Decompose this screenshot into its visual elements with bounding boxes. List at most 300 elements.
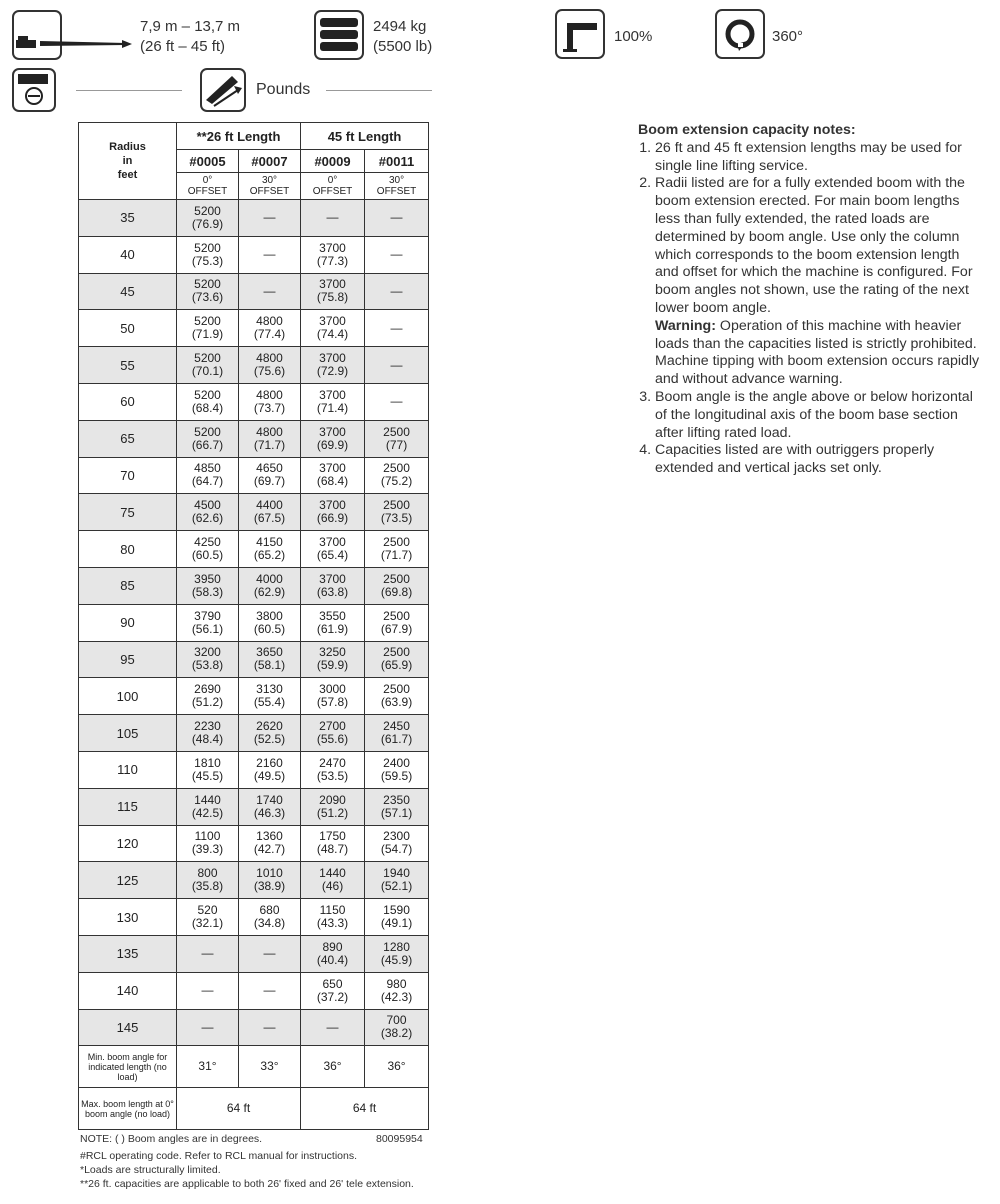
radius-cell: 135 <box>79 935 177 972</box>
capacity-cell <box>365 531 429 568</box>
capacity-angle: (72.9) <box>316 364 349 379</box>
capacity-angle: (57.1) <box>380 805 413 820</box>
capacity-load: 2500 <box>383 608 410 623</box>
capacity-angle: (63.8) <box>316 584 349 599</box>
capacity-cell <box>177 788 239 825</box>
rcl-code-header: #0011 <box>365 150 429 173</box>
capacity-cell <box>365 567 429 604</box>
capacity-cell <box>177 862 239 899</box>
capacity-cell <box>365 899 429 936</box>
capacity-cell <box>301 1009 365 1046</box>
capacity-load: 3000 <box>319 682 346 697</box>
capacity-angle: (48.4) <box>191 732 224 747</box>
radius-cell: 140 <box>79 972 177 1009</box>
capacity-load: 4850 <box>194 461 221 476</box>
capacity-load: 4250 <box>194 535 221 550</box>
capacity-cell <box>301 751 365 788</box>
capacity-load: 5200 <box>194 387 221 402</box>
capacity-cell <box>177 273 239 310</box>
radius-cell: 145 <box>79 1009 177 1046</box>
capacity-load: 1440 <box>194 792 221 807</box>
capacity-load: — <box>390 210 403 225</box>
radius-cell: 65 <box>79 420 177 457</box>
footnote-note: NOTE: ( ) Boom angles are in degrees. <box>80 1133 263 1145</box>
capacity-cell <box>365 788 429 825</box>
radius-cell: 60 <box>79 383 177 420</box>
capacity-cell <box>239 604 301 641</box>
note-item: 1. 26 ft and 45 ft extension lengths may be used for single line lifting service. <box>655 140 983 176</box>
radius-cell: 80 <box>79 531 177 568</box>
capacity-cell <box>239 383 301 420</box>
boom-extension-arm-icon <box>40 36 132 50</box>
capacity-load: 800 <box>197 866 218 881</box>
radius-cell: 100 <box>79 678 177 715</box>
rcl-code-header: #0005 <box>177 150 239 173</box>
capacity-angle: (66.9) <box>316 511 349 526</box>
offset-header: 0° OFFSET <box>177 173 239 200</box>
capacity-angle: (45.9) <box>380 952 413 967</box>
capacity-load: 3700 <box>319 424 346 439</box>
capacity-angle: (77.3) <box>316 253 349 268</box>
capacity-cell <box>239 1009 301 1046</box>
capacity-load: 3200 <box>194 645 221 660</box>
capacity-cell <box>365 715 429 752</box>
capacity-load: 1150 <box>319 903 346 918</box>
capacity-angle: (40.4) <box>316 952 349 967</box>
capacity-cell <box>239 347 301 384</box>
note-text: Radii listed are for a fully extended boom with the boom extension erected. For main boom lengths less than fully extended, the rated loads are determined by boom angle. Use only the column which corresponds to the boom extension length and offset for which the machine is configured. For boom angles not shown, use the rating of the next lower boom angle. <box>655 175 973 316</box>
table-row <box>79 678 429 715</box>
radius-cell: 35 <box>79 200 177 237</box>
table-row <box>79 751 429 788</box>
table-row <box>79 494 429 531</box>
capacity-cell <box>365 1009 429 1046</box>
capacity-cell <box>365 862 429 899</box>
capacity-cell <box>239 457 301 494</box>
footnote-loads: *Loads are structurally limited. <box>80 1164 221 1176</box>
capacity-load: 2500 <box>383 424 410 439</box>
capacity-angle: (71.4) <box>316 400 349 415</box>
capacity-cell <box>301 972 365 1009</box>
capacity-cell <box>365 604 429 641</box>
capacity-cell <box>239 420 301 457</box>
capacity-cell <box>301 200 365 237</box>
capacity-load: 2470 <box>319 755 346 770</box>
capacity-cell <box>177 494 239 531</box>
table-row <box>79 715 429 752</box>
capacity-angle: (42.7) <box>253 842 286 857</box>
capacity-cell <box>239 862 301 899</box>
table-row <box>79 862 429 899</box>
capacity-load: 2500 <box>383 535 410 550</box>
capacity-angle: (38.9) <box>253 879 286 894</box>
offset-header: 30° OFFSET <box>365 173 429 200</box>
max-length-cell: 64 ft <box>301 1088 429 1130</box>
capacity-angle: (70.1) <box>191 364 224 379</box>
table-row <box>79 200 429 237</box>
capacity-load: 4400 <box>256 498 283 513</box>
capacity-angle: (65.4) <box>316 548 349 563</box>
capacity-cell <box>177 678 239 715</box>
capacity-cell <box>301 899 365 936</box>
radius-cell: 120 <box>79 825 177 862</box>
table-row <box>79 310 429 347</box>
capacity-load: 1010 <box>256 866 283 881</box>
capacity-load: 2450 <box>383 719 410 734</box>
capacity-load: 2500 <box>383 682 410 697</box>
radius-cell: 115 <box>79 788 177 825</box>
radius-cell: 55 <box>79 347 177 384</box>
capacity-cell <box>365 972 429 1009</box>
notes-list <box>638 140 983 478</box>
boom-length-feet: (26 ft – 45 ft) <box>140 38 226 55</box>
capacity-angle: (75.2) <box>380 474 413 489</box>
capacity-angle: (59.9) <box>316 658 349 673</box>
radius-cell: 85 <box>79 567 177 604</box>
capacity-angle: (32.1) <box>191 916 224 931</box>
capacity-cell <box>301 935 365 972</box>
counterweight-icon <box>314 10 364 60</box>
capacity-angle: (55.4) <box>253 695 286 710</box>
capacity-load: 520 <box>197 903 218 918</box>
capacity-angle: (60.5) <box>191 548 224 563</box>
capacity-load: — <box>390 247 403 262</box>
capacity-load: — <box>201 983 214 998</box>
capacity-cell <box>239 972 301 1009</box>
table-row <box>79 531 429 568</box>
capacity-load: 5200 <box>194 240 221 255</box>
capacity-angle: (45.5) <box>191 768 224 783</box>
capacity-angle: (48.7) <box>316 842 349 857</box>
capacity-load: 5200 <box>194 314 221 329</box>
capacity-load: — <box>263 1019 276 1034</box>
min-angle-cell: 36° <box>301 1046 365 1088</box>
capacity-angle: (67.5) <box>253 511 286 526</box>
capacity-cell <box>301 494 365 531</box>
capacity-load: 2620 <box>256 719 283 734</box>
table-row <box>79 825 429 862</box>
capacity-cell <box>365 310 429 347</box>
capacity-load: 1360 <box>256 829 283 844</box>
radius-cell: 105 <box>79 715 177 752</box>
table-row <box>79 347 429 384</box>
capacity-load: 650 <box>322 976 343 991</box>
capacity-cell <box>239 715 301 752</box>
capacity-cell <box>365 825 429 862</box>
capacity-angle: (42.3) <box>380 989 413 1004</box>
capacity-load: 1590 <box>383 903 410 918</box>
capacity-notes <box>638 122 983 478</box>
capacity-load: 3700 <box>319 498 346 513</box>
capacity-cell <box>239 751 301 788</box>
capacity-cell <box>301 457 365 494</box>
capacity-angle: (65.9) <box>380 658 413 673</box>
capacity-cell <box>239 899 301 936</box>
capacity-cell <box>365 347 429 384</box>
capacity-cell <box>177 420 239 457</box>
capacity-load: 2700 <box>319 719 346 734</box>
table-row <box>79 420 429 457</box>
capacity-angle: (54.7) <box>380 842 413 857</box>
capacity-angle: (46.3) <box>253 805 286 820</box>
warning-label: Warning: <box>655 317 716 334</box>
capacity-angle: (61.9) <box>316 621 349 636</box>
capacity-cell <box>239 678 301 715</box>
units-label: Pounds <box>256 81 311 98</box>
radius-cell: 50 <box>79 310 177 347</box>
capacity-cell <box>177 935 239 972</box>
capacity-cell <box>365 457 429 494</box>
capacity-cell <box>301 236 365 273</box>
capacity-load: 1810 <box>194 755 221 770</box>
min-angle-cell: 36° <box>365 1046 429 1088</box>
load-chart-body <box>79 200 429 1046</box>
capacity-load: 4500 <box>194 498 221 513</box>
table-row <box>79 457 429 494</box>
capacity-angle: (69.8) <box>380 584 413 599</box>
capacity-cell <box>239 641 301 678</box>
max-length-label: Max. boom length at 0° boom angle (no load) <box>79 1088 177 1130</box>
capacity-load: — <box>326 210 339 225</box>
capacity-cell <box>301 825 365 862</box>
capacity-cell <box>239 935 301 972</box>
capacity-load: 2500 <box>383 461 410 476</box>
capacity-cell <box>239 825 301 862</box>
capacity-angle: (60.5) <box>253 621 286 636</box>
capacity-load: 4800 <box>256 387 283 402</box>
capacity-load: 3130 <box>256 682 283 697</box>
outrigger-icon <box>555 9 605 59</box>
min-angle-label: Min. boom angle for indicated length (no load) <box>79 1046 177 1088</box>
capacity-load: 1740 <box>256 792 283 807</box>
footnote-rcl: #RCL operating code. Refer to RCL manual for instructions. <box>80 1150 358 1162</box>
group-26ft-header: **26 ft Length <box>177 123 301 150</box>
note-item <box>655 175 983 389</box>
capacity-cell <box>177 236 239 273</box>
counterweight-kg: 2494 kg <box>373 18 427 35</box>
capacity-cell <box>177 310 239 347</box>
capacity-angle: (59.5) <box>380 768 413 783</box>
capacity-cell <box>365 641 429 678</box>
table-row <box>79 236 429 273</box>
rotation-360-icon <box>715 9 765 59</box>
capacity-load: 1280 <box>383 939 410 954</box>
footnote-chart-code: 80095954 <box>376 1133 423 1145</box>
capacity-load: 3700 <box>319 571 346 586</box>
capacity-angle: (39.3) <box>191 842 224 857</box>
capacity-angle: (73.7) <box>253 400 286 415</box>
capacity-load: 5200 <box>194 277 221 292</box>
load-chart-icon <box>200 68 246 112</box>
rotation-degrees: 360° <box>772 28 804 45</box>
capacity-angle: (71.9) <box>191 327 224 342</box>
capacity-load: 1100 <box>194 829 221 844</box>
capacity-angle: (35.8) <box>191 879 224 894</box>
capacity-cell <box>365 273 429 310</box>
capacity-load: 2690 <box>194 682 221 697</box>
table-row <box>79 383 429 420</box>
radius-cell: 75 <box>79 494 177 531</box>
notes-title: Boom extension capacity notes: <box>638 122 856 138</box>
capacity-cell <box>239 273 301 310</box>
capacity-load: 3800 <box>256 608 283 623</box>
capacity-load: 4650 <box>256 461 283 476</box>
capacity-cell <box>177 825 239 862</box>
capacity-cell <box>301 567 365 604</box>
capacity-load: 3700 <box>319 277 346 292</box>
capacity-load: — <box>390 394 403 409</box>
capacity-cell <box>301 531 365 568</box>
capacity-cell <box>177 567 239 604</box>
outrigger-percent: 100% <box>614 28 653 45</box>
radius-header: Radius in feet <box>79 123 177 200</box>
capacity-load: 3700 <box>319 461 346 476</box>
capacity-angle: (58.3) <box>191 584 224 599</box>
capacity-angle: (75.6) <box>253 364 286 379</box>
capacity-angle: (61.7) <box>380 732 413 747</box>
capacity-load: 2350 <box>383 792 410 807</box>
capacity-load: — <box>263 247 276 262</box>
capacity-cell <box>365 751 429 788</box>
capacity-angle: (37.2) <box>316 989 349 1004</box>
capacity-load: — <box>390 320 403 335</box>
table-row <box>79 641 429 678</box>
capacity-cell <box>301 604 365 641</box>
capacity-load: 890 <box>322 939 343 954</box>
min-angle-cell: 33° <box>239 1046 301 1088</box>
capacity-cell <box>239 236 301 273</box>
capacity-angle: (56.1) <box>191 621 224 636</box>
header-divider-left <box>76 90 182 91</box>
capacity-angle: (52.1) <box>380 879 413 894</box>
capacity-load: 2230 <box>194 719 221 734</box>
capacity-load: 5200 <box>194 203 221 218</box>
capacity-angle: (69.9) <box>316 437 349 452</box>
capacity-load: — <box>263 983 276 998</box>
capacity-load: — <box>263 946 276 961</box>
capacity-load: — <box>263 210 276 225</box>
warning-text: Operation of this machine with heavier loads than the capacities listed is strictly prohibited. Machine tipping with boom extension occurs rapidly and without advance warning. <box>655 317 980 388</box>
capacity-angle: (73.5) <box>380 511 413 526</box>
capacity-angle: (65.2) <box>253 548 286 563</box>
radius-cell: 70 <box>79 457 177 494</box>
capacity-angle: (68.4) <box>191 400 224 415</box>
capacity-load: 5200 <box>194 351 221 366</box>
capacity-cell <box>177 200 239 237</box>
note-item: 4. Capacities listed are with outriggers properly extended and vertical jacks set only. <box>655 442 983 478</box>
table-row <box>79 788 429 825</box>
capacity-cell <box>239 200 301 237</box>
capacity-cell <box>239 494 301 531</box>
radius-cell: 130 <box>79 899 177 936</box>
capacity-angle: (38.2) <box>380 1026 413 1041</box>
capacity-cell <box>301 862 365 899</box>
capacity-cell <box>177 347 239 384</box>
radius-cell: 110 <box>79 751 177 788</box>
capacity-angle: (77.4) <box>253 327 286 342</box>
capacity-angle: (49.5) <box>253 768 286 783</box>
capacity-load: 3700 <box>319 351 346 366</box>
footnote-capacities: **26 ft. capacities are applicable to both 26' fixed and 26' tele extension. <box>80 1178 414 1190</box>
capacity-load: — <box>201 1019 214 1034</box>
capacity-load: 1750 <box>319 829 346 844</box>
note-item: 3. Boom angle is the angle above or below horizontal of the longitudinal axis of the boom base section after lifting rated load. <box>655 389 983 442</box>
capacity-load: — <box>326 1019 339 1034</box>
capacity-load: 3250 <box>319 645 346 660</box>
capacity-angle: (63.9) <box>380 695 413 710</box>
capacity-load: 1940 <box>383 866 410 881</box>
capacity-cell <box>177 604 239 641</box>
capacity-load: 4800 <box>256 424 283 439</box>
capacity-angle: (43.3) <box>316 916 349 931</box>
capacity-angle: (62.9) <box>253 584 286 599</box>
capacity-angle: (73.6) <box>191 290 224 305</box>
capacity-load: — <box>390 357 403 372</box>
capacity-cell <box>239 310 301 347</box>
offset-header: 30° OFFSET <box>239 173 301 200</box>
capacity-load: 700 <box>386 1013 407 1028</box>
capacity-angle: (75.8) <box>316 290 349 305</box>
capacity-cell <box>301 678 365 715</box>
capacity-cell <box>177 899 239 936</box>
capacity-cell <box>177 715 239 752</box>
capacity-load: 3700 <box>319 240 346 255</box>
table-row <box>79 972 429 1009</box>
capacity-angle: (52.5) <box>253 732 286 747</box>
rcl-code-header: #0007 <box>239 150 301 173</box>
capacity-angle: (68.4) <box>316 474 349 489</box>
capacity-load: 680 <box>259 903 280 918</box>
capacity-cell <box>177 383 239 420</box>
capacity-load: — <box>390 283 403 298</box>
capacity-angle: (77) <box>385 437 408 452</box>
capacity-load: 2160 <box>256 755 283 770</box>
capacity-angle: (55.6) <box>316 732 349 747</box>
boom-length-metric: 7,9 m – 13,7 m <box>140 18 241 35</box>
capacity-load: 2500 <box>383 645 410 660</box>
capacity-load: 2400 <box>383 755 410 770</box>
table-row <box>79 567 429 604</box>
min-angle-cell: 31° <box>177 1046 239 1088</box>
capacity-cell <box>177 751 239 788</box>
capacity-load: 2500 <box>383 498 410 513</box>
warning-block <box>655 318 983 389</box>
radius-cell: 40 <box>79 236 177 273</box>
capacity-load: 3550 <box>319 608 346 623</box>
capacity-angle: (71.7) <box>380 548 413 563</box>
capacity-angle: (64.7) <box>191 474 224 489</box>
capacity-angle: (62.6) <box>191 511 224 526</box>
capacity-cell <box>301 788 365 825</box>
rcl-code-header: #0009 <box>301 150 365 173</box>
capacity-load: 4150 <box>256 535 283 550</box>
rcl-gauge-icon <box>12 68 56 112</box>
capacity-load: 2090 <box>319 792 346 807</box>
radius-cell: 45 <box>79 273 177 310</box>
capacity-cell <box>301 273 365 310</box>
capacity-cell <box>365 200 429 237</box>
capacity-load: 3700 <box>319 387 346 402</box>
table-row <box>79 935 429 972</box>
capacity-angle: (53.8) <box>191 658 224 673</box>
capacity-load: — <box>201 946 214 961</box>
boom-extension-icon <box>12 10 62 60</box>
capacity-angle: (69.7) <box>253 474 286 489</box>
capacity-angle: (57.8) <box>316 695 349 710</box>
capacity-cell <box>301 310 365 347</box>
capacity-angle: (76.9) <box>191 216 224 231</box>
capacity-load: — <box>263 283 276 298</box>
